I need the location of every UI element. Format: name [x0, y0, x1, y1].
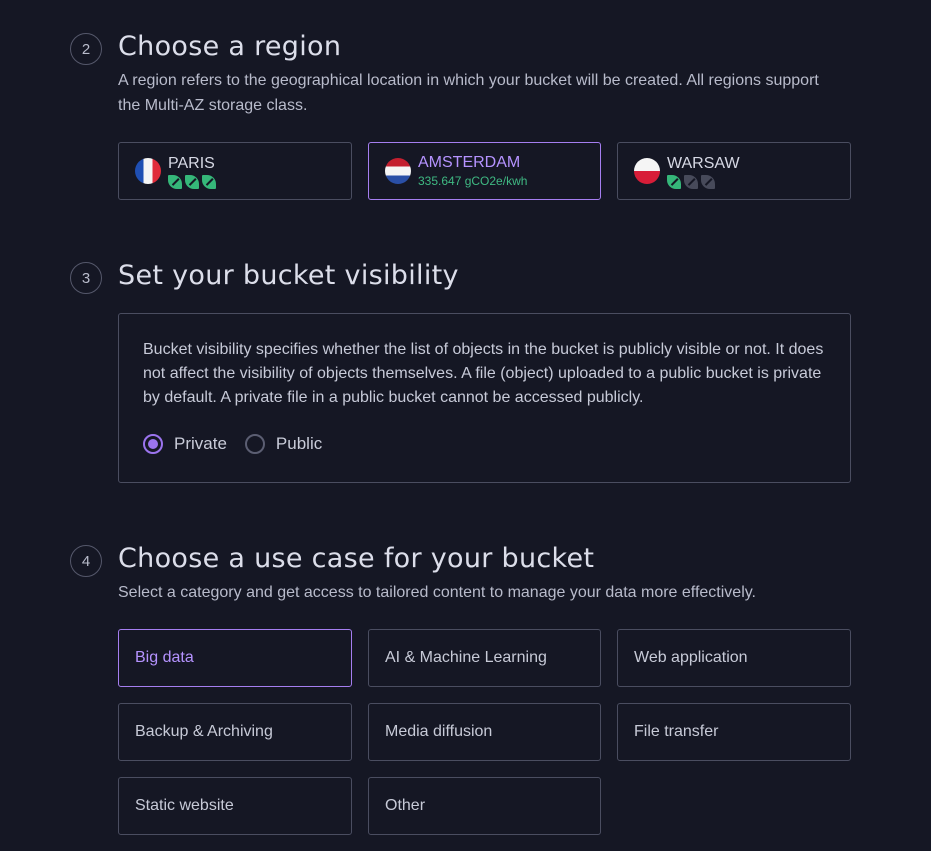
- france-flag-icon: [135, 158, 161, 184]
- visibility-step-title: Set your bucket visibility: [118, 260, 459, 291]
- private-radio-label[interactable]: Private: [174, 434, 227, 453]
- leaf-icon: [168, 175, 182, 189]
- usecase-step-description: Select a category and get access to tailored content to manage your data more effectively.: [118, 584, 756, 601]
- usecase-other[interactable]: Other: [368, 777, 601, 835]
- carbon-intensity: 335.647 gCO2e/kwh: [418, 174, 528, 188]
- usecase-ai-ml[interactable]: AI & Machine Learning: [368, 629, 601, 687]
- visibility-radio-group: [143, 434, 340, 454]
- step-number-badge: 4: [70, 545, 102, 577]
- region-card-amsterdam[interactable]: [368, 142, 601, 200]
- eco-rating: [667, 175, 740, 189]
- public-radio-label[interactable]: Public: [275, 434, 323, 453]
- netherlands-flag-icon: [385, 158, 411, 184]
- usecase-web-application[interactable]: Web application: [617, 629, 851, 687]
- region-name: PARIS: [168, 154, 215, 172]
- region-step-title: Choose a region: [118, 31, 342, 62]
- step-number-badge: 3: [70, 262, 102, 294]
- eco-rating: [168, 175, 216, 189]
- leaf-icon: [701, 175, 715, 189]
- visibility-panel: [118, 313, 851, 483]
- region-card-paris[interactable]: [118, 142, 352, 200]
- usecase-big-data[interactable]: Big data: [118, 629, 352, 687]
- visibility-description: Bucket visibility specifies whether the list of objects in the bucket is publicly visible or not. It does not affect the visibility of objects themselves. A file (object) uploaded to a public bucket is private by default. A private file in a public bucket cannot be accessed publicly.: [143, 341, 824, 406]
- leaf-icon: [684, 175, 698, 189]
- public-radio[interactable]: [245, 434, 265, 454]
- region-name: WARSAW: [667, 154, 740, 172]
- region-card-warsaw[interactable]: [617, 142, 851, 200]
- usecase-media-diffusion[interactable]: Media diffusion: [368, 703, 601, 761]
- usecase-file-transfer[interactable]: File transfer: [617, 703, 851, 761]
- leaf-icon: [185, 175, 199, 189]
- usecase-step-title: Choose a use case for your bucket: [118, 543, 595, 574]
- region-step-description: A region refers to the geographical location in which your bucket will be created. All regions support the Multi-AZ storage class.: [118, 72, 819, 114]
- region-name: AMSTERDAM: [418, 154, 521, 171]
- poland-flag-icon: [634, 158, 660, 184]
- leaf-icon: [202, 175, 216, 189]
- usecase-backup-archiving[interactable]: Backup & Archiving: [118, 703, 352, 761]
- private-radio[interactable]: [143, 434, 163, 454]
- leaf-icon: [667, 175, 681, 189]
- usecase-static-website[interactable]: Static website: [118, 777, 352, 835]
- step-number-badge: 2: [70, 33, 102, 65]
